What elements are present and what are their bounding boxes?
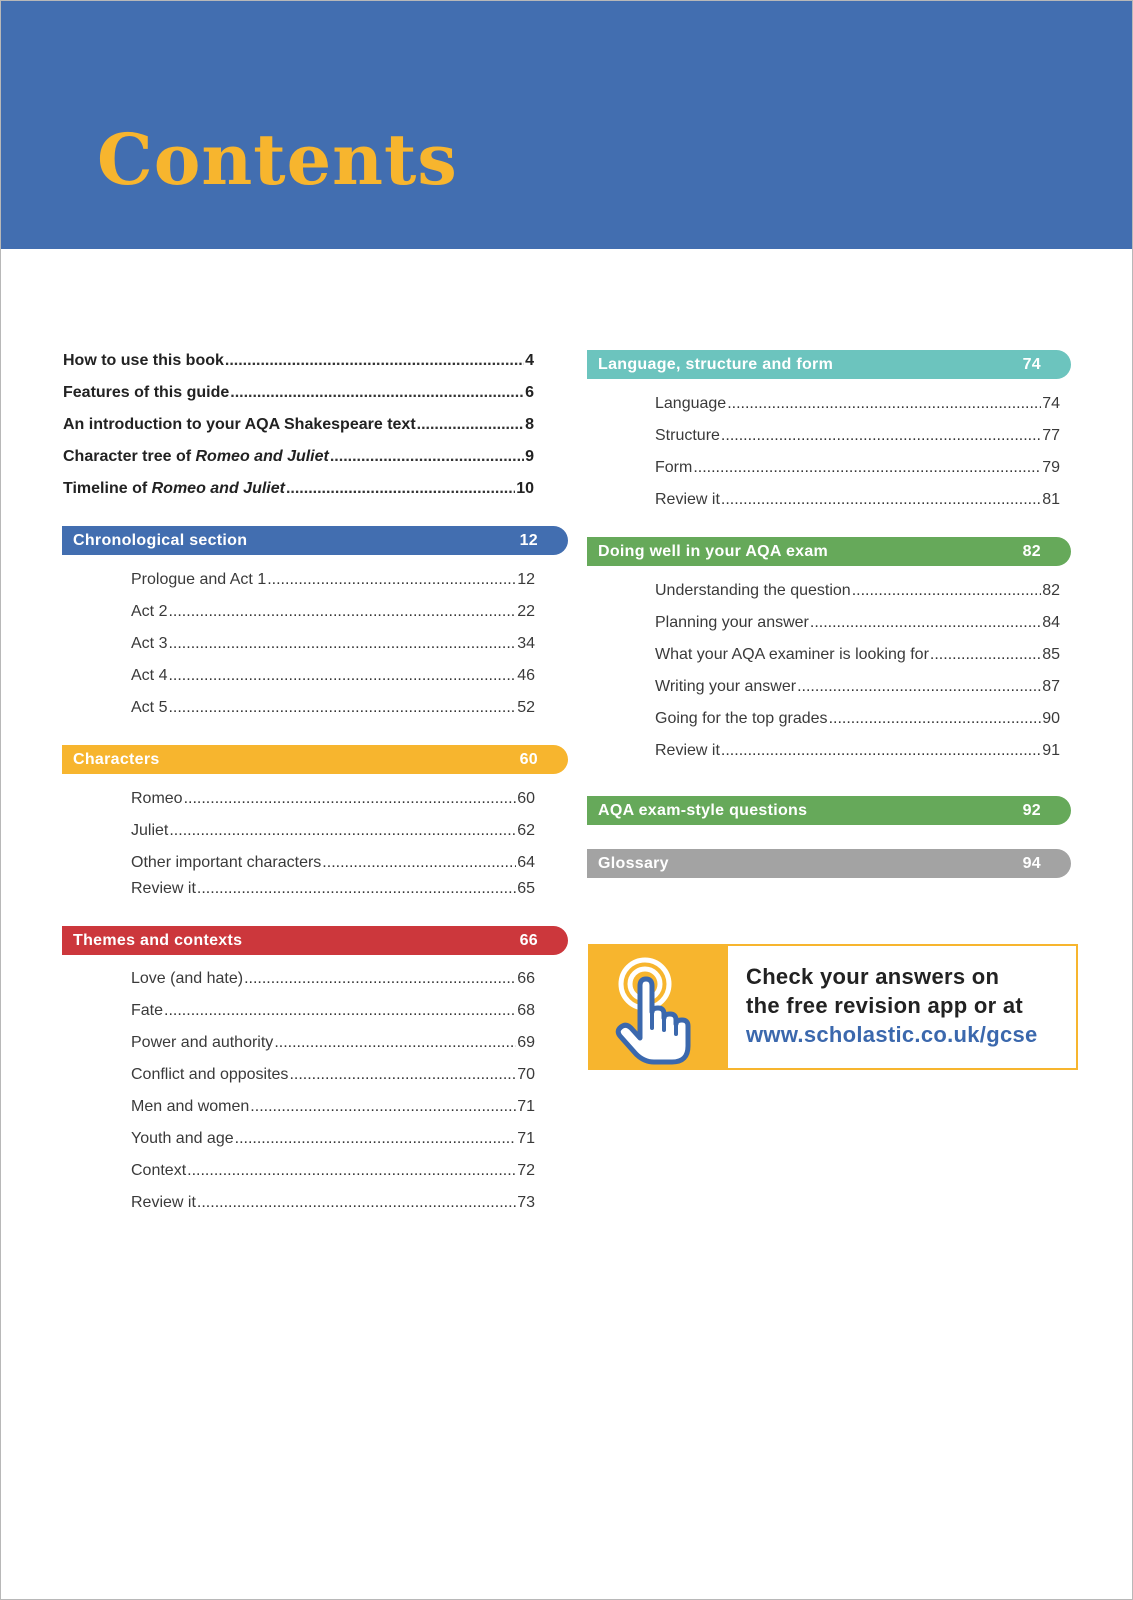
toc-subentry-title: Review it bbox=[131, 1194, 196, 1211]
cta-line-2: the free revision app or at bbox=[746, 993, 1024, 1018]
toc-subentry-page: 69 bbox=[517, 1034, 535, 1051]
toc-entry-title: Character tree of bbox=[63, 448, 196, 465]
toc-subentry[interactable] bbox=[131, 630, 535, 654]
section-bar-glossary[interactable] bbox=[587, 849, 1071, 878]
toc-subentry[interactable] bbox=[655, 705, 1060, 729]
toc-subentry-title: Conflict and opposites bbox=[131, 1066, 289, 1083]
section-bar-characters[interactable] bbox=[62, 745, 568, 774]
toc-subentry[interactable] bbox=[131, 785, 535, 809]
toc-subentry-page: 22 bbox=[517, 603, 535, 620]
toc-subentry[interactable] bbox=[655, 673, 1060, 697]
toc-entry[interactable] bbox=[63, 411, 534, 435]
toc-entry[interactable] bbox=[63, 347, 534, 371]
toc-subentry-page: 72 bbox=[517, 1162, 535, 1179]
toc-entry[interactable] bbox=[63, 443, 534, 467]
toc-entry-title: Timeline of bbox=[63, 480, 152, 497]
toc-subentry-title: Youth and age bbox=[131, 1130, 234, 1147]
toc-subentry-title: Language bbox=[655, 395, 727, 412]
toc-subentry-title: Act 5 bbox=[131, 699, 168, 716]
toc-subentry-title: Act 2 bbox=[131, 603, 168, 620]
toc-subentry-page: 81 bbox=[1042, 491, 1060, 508]
toc-subentry-page: 52 bbox=[517, 699, 535, 716]
toc-entry[interactable] bbox=[63, 379, 534, 403]
toc-subentry[interactable] bbox=[131, 598, 535, 622]
toc-subentry[interactable] bbox=[655, 486, 1060, 510]
toc-subentry[interactable] bbox=[131, 1093, 535, 1117]
toc-subentry-title: Fate bbox=[131, 1002, 164, 1019]
toc-subentry[interactable] bbox=[131, 1157, 535, 1181]
toc-subentry[interactable] bbox=[131, 662, 535, 686]
toc-subentry-page: 64 bbox=[517, 854, 535, 871]
section-label: Glossary bbox=[598, 854, 669, 872]
section-label: Chronological section bbox=[73, 531, 248, 549]
section-page: 92 bbox=[1022, 801, 1041, 819]
section-label: Themes and contexts bbox=[73, 931, 243, 949]
section-bar-themes[interactable] bbox=[62, 926, 568, 955]
toc-subentry[interactable] bbox=[655, 641, 1060, 665]
toc-subentry-page: 74 bbox=[1042, 395, 1060, 412]
section-page: 12 bbox=[519, 531, 538, 549]
toc-subentry[interactable] bbox=[131, 1029, 535, 1053]
toc-subentry-page: 68 bbox=[517, 1002, 535, 1019]
toc-subentry-page: 66 bbox=[517, 970, 535, 987]
cta-text bbox=[746, 962, 1038, 1049]
toc-subentry-title: Context bbox=[131, 1162, 187, 1179]
toc-subentry-page: 84 bbox=[1042, 614, 1060, 631]
toc-subentry[interactable] bbox=[655, 390, 1060, 414]
toc-entry-page: 4 bbox=[525, 352, 534, 369]
toc-entry-title: How to use this book bbox=[63, 352, 224, 369]
toc-subentry-title: Other important characters bbox=[131, 854, 322, 871]
section-bar-exam-questions[interactable] bbox=[587, 796, 1071, 825]
toc-subentry-title: Structure bbox=[655, 427, 720, 444]
section-page: 74 bbox=[1022, 355, 1041, 373]
toc-entry-page: 8 bbox=[525, 416, 534, 433]
toc-subentry-page: 73 bbox=[517, 1194, 535, 1211]
toc-subentry[interactable] bbox=[131, 997, 535, 1021]
toc-subentry-title: Romeo bbox=[131, 790, 183, 807]
section-label: Doing well in your AQA exam bbox=[598, 542, 829, 560]
toc-subentry-title: Going for the top grades bbox=[655, 710, 828, 727]
toc-entry[interactable] bbox=[63, 475, 534, 499]
section-label: AQA exam-style questions bbox=[598, 801, 808, 819]
toc-subentry[interactable] bbox=[131, 849, 535, 873]
toc-subentry[interactable] bbox=[655, 577, 1060, 601]
toc-subentry-title: Prologue and Act 1 bbox=[131, 571, 267, 588]
section-page: 94 bbox=[1022, 854, 1041, 872]
cta-icon-panel bbox=[590, 946, 728, 1068]
toc-subentry[interactable] bbox=[655, 737, 1060, 761]
toc-subentry-title: What your AQA examiner is looking for bbox=[655, 646, 929, 663]
toc-subentry-page: 90 bbox=[1042, 710, 1060, 727]
toc-subentry[interactable] bbox=[131, 1189, 535, 1213]
toc-subentry[interactable] bbox=[131, 566, 535, 590]
toc-subentry[interactable] bbox=[131, 817, 535, 841]
page-title: Contents bbox=[97, 118, 458, 201]
toc-subentry[interactable] bbox=[131, 875, 535, 899]
toc-subentry-page: 70 bbox=[517, 1066, 535, 1083]
toc-subentry-page: 71 bbox=[517, 1130, 535, 1147]
toc-subentry[interactable] bbox=[655, 609, 1060, 633]
section-page: 66 bbox=[519, 931, 538, 949]
toc-subentry-page: 34 bbox=[517, 635, 535, 652]
toc-subentry-page: 62 bbox=[517, 822, 535, 839]
toc-entry-title-italic: Romeo and Juliet bbox=[195, 448, 329, 465]
toc-subentry-title: Love (and hate) bbox=[131, 970, 244, 987]
toc-subentry-title: Act 4 bbox=[131, 667, 168, 684]
section-bar-chronological[interactable] bbox=[62, 526, 568, 555]
toc-subentry-page: 60 bbox=[517, 790, 535, 807]
section-label: Characters bbox=[73, 750, 160, 768]
toc-entry-page: 9 bbox=[525, 448, 534, 465]
toc-subentry[interactable] bbox=[655, 422, 1060, 446]
revision-app-callout bbox=[588, 944, 1078, 1070]
toc-entry-page: 6 bbox=[525, 384, 534, 401]
cta-line-1: Check your answers on bbox=[746, 964, 1000, 989]
section-page: 82 bbox=[1022, 542, 1041, 560]
toc-subentry-title: Juliet bbox=[131, 822, 169, 839]
toc-subentry-title: Review it bbox=[655, 491, 720, 508]
toc-subentry-page: 79 bbox=[1042, 459, 1060, 476]
toc-subentry-page: 82 bbox=[1042, 582, 1060, 599]
toc-subentry-page: 12 bbox=[517, 571, 535, 588]
toc-subentry[interactable] bbox=[131, 1125, 535, 1149]
toc-subentry-page: 77 bbox=[1042, 427, 1060, 444]
toc-subentry-title: Review it bbox=[131, 880, 196, 897]
toc-subentry[interactable] bbox=[655, 454, 1060, 478]
toc-entry-page: 10 bbox=[516, 480, 534, 497]
section-bar-exam[interactable] bbox=[587, 537, 1071, 566]
toc-entry-title-italic: Romeo and Juliet bbox=[151, 480, 285, 497]
section-bar-language[interactable] bbox=[587, 350, 1071, 379]
toc-subentry-page: 91 bbox=[1042, 742, 1060, 759]
toc-subentry-title: Planning your answer bbox=[655, 614, 809, 631]
toc-subentry-page: 46 bbox=[517, 667, 535, 684]
toc-subentry-page: 71 bbox=[517, 1098, 535, 1115]
toc-entry-title: An introduction to your AQA Shakespeare text bbox=[63, 416, 416, 433]
toc-subentry-title: Understanding the question bbox=[655, 582, 851, 599]
section-label: Language, structure and form bbox=[598, 355, 834, 373]
toc-subentry[interactable] bbox=[131, 694, 535, 718]
toc-subentry-title: Power and authority bbox=[131, 1034, 274, 1051]
cta-link[interactable]: www.scholastic.co.uk/gcse bbox=[746, 1022, 1038, 1047]
toc-subentry-title: Act 3 bbox=[131, 635, 168, 652]
toc-subentry-title: Writing your answer bbox=[655, 678, 797, 695]
toc-subentry-page: 85 bbox=[1042, 646, 1060, 663]
tap-finger-icon bbox=[590, 946, 728, 1068]
toc-subentry[interactable] bbox=[131, 1061, 535, 1085]
toc-subentry[interactable] bbox=[131, 965, 535, 989]
toc-subentry-page: 87 bbox=[1042, 678, 1060, 695]
toc-entry-title: Features of this guide bbox=[63, 384, 230, 401]
toc-subentry-title: Review it bbox=[655, 742, 720, 759]
toc-subentry-page: 65 bbox=[517, 880, 535, 897]
section-page: 60 bbox=[519, 750, 538, 768]
toc-subentry-title: Form bbox=[655, 459, 693, 476]
toc-subentry-title: Men and women bbox=[131, 1098, 250, 1115]
